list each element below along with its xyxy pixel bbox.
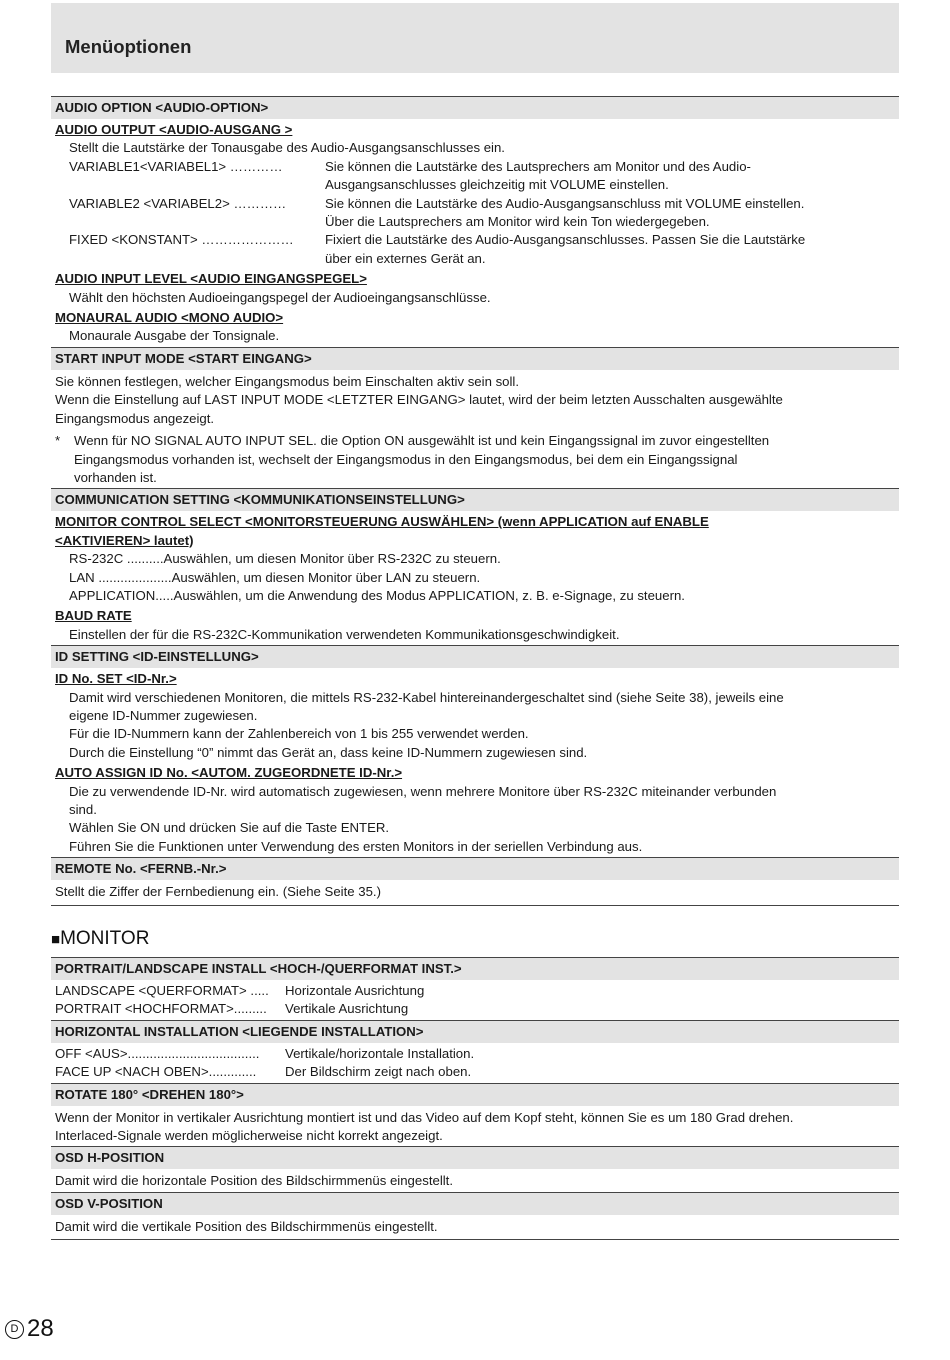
monitor-heading <box>51 930 149 949</box>
note-line: vorhanden ist. <box>74 469 157 485</box>
rotate-p2: Interlaced-Signale werden möglicherweise nicht korrekt angezeigt. <box>55 1128 443 1144</box>
option-row <box>51 982 899 1000</box>
note-asterisk: * <box>55 433 61 449</box>
section-bar-horizontal-installation: HORIZONTAL INSTALLATION <LIEGENDE INSTALLATION> <box>51 1020 899 1043</box>
start-input-p3: Eingangsmodus angezeigt. <box>55 410 215 426</box>
note-line: Wenn für NO SIGNAL AUTO INPUT SEL. die Option ON ausgewählt ist und kein Eingangssignal im zuvor eingestellten <box>74 433 770 449</box>
section-bar-remote: REMOTE No. <FERNB.-Nr.> <box>51 857 899 880</box>
auto-assign-line: sind. <box>69 802 97 817</box>
option-label: VARIABLE1<VARIABEL1> ………… <box>69 158 283 174</box>
baud-rate-desc: Einstellen der für die RS-232C-Kommunikation verwendeten Kommunikationsgeschwindigkeit. <box>69 626 620 642</box>
monitor-content <box>51 957 899 1240</box>
auto-assign-id-title: AUTO ASSIGN ID No. <AUTOM. ZUGEORDNETE ID-Nr.> <box>55 765 403 781</box>
option-row <box>51 158 899 195</box>
mcs-option: RS-232C ..........Auswählen, um diesen Monitor über RS-232C zu steuern. <box>69 551 501 567</box>
auto-assign-line: Führen Sie die Funktionen unter Verwendung des ersten Monitors in der seriellen Verbindung aus. <box>69 838 643 854</box>
osd-v-desc: Damit wird die vertikale Position des Bildschirmmenüs eingestellt. <box>55 1218 438 1234</box>
osd-h-desc: Damit wird die horizontale Position des Bildschirmmenüs eingestellt. <box>55 1173 454 1189</box>
id-no-set-line: Damit wird verschiedenen Monitoren, die mittels RS-232-Kabel hintereinandergeschaltet sind (siehe Seite 38), jeweils eine <box>69 689 784 705</box>
section-bar-rotate: ROTATE 180° <DREHEN 180°> <box>51 1083 899 1106</box>
option-label: LANDSCAPE <QUERFORMAT> ..... <box>55 983 269 998</box>
divider <box>51 905 899 906</box>
option-desc-line: Sie können die Lautstärke des Lautsprechers am Monitor und des Audio- <box>325 158 751 174</box>
note-line: Eingangsmodus vorhanden ist, wechselt der Eingangsmodus in den Eingangsmodus, bei dem ein Eingangssignal <box>74 451 738 467</box>
start-input-note <box>51 432 899 487</box>
baud-rate-title: BAUD RATE <box>55 608 132 624</box>
section-bar-portrait-landscape: PORTRAIT/LANDSCAPE INSTALL <HOCH-/QUERFORMAT INST.> <box>51 957 899 980</box>
option-desc <box>325 158 899 195</box>
page-title: Menüoptionen <box>65 36 192 57</box>
id-no-set-title: ID No. SET <ID-Nr.> <box>55 671 177 687</box>
language-mark-icon: D <box>5 1320 24 1339</box>
auto-assign-line: Die zu verwendende ID-Nr. wird automatisch zugewiesen, wenn mehrere Monitore über RS-232C miteinander verbunden <box>69 783 777 799</box>
option-desc: Vertikale Ausrichtung <box>285 1001 409 1017</box>
monitor-control-select-title-cont: <AKTIVIEREN> lautet) <box>55 532 194 548</box>
audio-input-level-title: AUDIO INPUT LEVEL <AUDIO EINGANGSPEGEL> <box>55 271 367 287</box>
section-bar-communication: COMMUNICATION SETTING <KOMMUNIKATIONSEINSTELLUNG> <box>51 488 899 511</box>
option-desc-line: Über die Lautsprechers am Monitor wird kein Ton wiedergegeben. <box>325 214 710 230</box>
rotate-p1: Wenn der Monitor in vertikaler Ausrichtung montiert ist und das Video auf dem Kopf steht, können Sie es um 180 Grad drehen. <box>55 1109 794 1125</box>
option-row <box>51 195 899 232</box>
audio-output-title: AUDIO OUTPUT <AUDIO-AUSGANG > <box>55 122 293 137</box>
auto-assign-line: Wählen Sie ON und drücken Sie auf die Taste ENTER. <box>69 820 390 836</box>
page-number <box>5 1315 54 1343</box>
page-header <box>51 3 899 73</box>
option-desc <box>325 231 899 268</box>
section-bar-audio-option: AUDIO OPTION <AUDIO-OPTION> <box>51 96 899 119</box>
monaural-audio-desc: Monaurale Ausgabe der Tonsignale. <box>69 328 280 344</box>
option-desc-line: Fixiert die Lautstärke des Audio-Ausgangsanschlusses. Passen Sie die Lautstärke <box>325 232 806 248</box>
divider <box>51 1239 899 1240</box>
id-no-set-line: Durch die Einstellung “0” nimmt das Gerät an, dass keine ID-Nummern zugewiesen sind. <box>69 744 588 760</box>
option-desc: Vertikale/horizontale Installation. <box>285 1045 475 1061</box>
option-desc: Horizontale Ausrichtung <box>285 983 425 998</box>
square-bullet-icon: ■ <box>51 931 61 948</box>
option-desc-line: Sie können die Lautstärke des Audio-Ausgangsanschluss mit VOLUME einstellen. <box>325 195 805 211</box>
audio-input-level-desc: Wählt den höchsten Audioeingangspegel der Audioeingangsanschlüsse. <box>69 289 491 305</box>
mcs-option: APPLICATION.....Auswählen, um die Anwendung des Modus APPLICATION, z. B. e-Signage, zu steuern. <box>69 587 685 603</box>
id-no-set-line: eigene ID-Nummer zugewiesen. <box>69 707 258 723</box>
option-desc-line: über ein externes Gerät an. <box>325 250 486 266</box>
monitor-heading-text: MONITOR <box>60 928 150 949</box>
option-row <box>51 1045 899 1063</box>
option-label: OFF <AUS>.................................... <box>55 1045 260 1061</box>
audio-output-desc: Stellt die Lautstärke der Tonausgabe des Audio-Ausgangsanschlusses ein. <box>69 140 505 156</box>
section-bar-id-setting: ID SETTING <ID-EINSTELLUNG> <box>51 645 899 668</box>
monaural-audio-title: MONAURAL AUDIO <MONO AUDIO> <box>55 310 284 326</box>
option-desc: Der Bildschirm zeigt nach oben. <box>285 1064 472 1080</box>
option-desc <box>325 195 899 232</box>
start-input-p1: Sie können festlegen, welcher Eingangsmodus beim Einschalten aktiv sein soll. <box>55 373 520 389</box>
section-bar-osd-h: OSD H-POSITION <box>51 1146 899 1169</box>
monitor-control-select-title: MONITOR CONTROL SELECT <MONITORSTEUERUNG AUSWÄHLEN> (wenn APPLICATION auf ENABLE <box>55 514 709 530</box>
option-label: FIXED <KONSTANT> ………………… <box>69 232 294 248</box>
note-text <box>74 432 769 487</box>
start-input-p2: Wenn die Einstellung auf LAST INPUT MODE <LETZTER EINGANG> lautet, wird der beim letzten Ausschalten ausgewählte <box>55 392 783 408</box>
option-row <box>51 1000 899 1018</box>
section-bar-osd-v: OSD V-POSITION <box>51 1192 899 1215</box>
section-bar-start-input: START INPUT MODE <START EINGANG> <box>51 347 899 370</box>
main-content <box>51 96 899 906</box>
remote-desc: Stellt die Ziffer der Fernbedienung ein. (Siehe Seite 35.) <box>55 884 381 900</box>
option-label: FACE UP <NACH OBEN>............. <box>55 1064 257 1080</box>
option-label: PORTRAIT <HOCHFORMAT>......... <box>55 1001 267 1017</box>
page-number-text: 28 <box>27 1315 54 1343</box>
option-label: VARIABLE2 <VARIABEL2> ………… <box>69 195 287 211</box>
option-desc-line: Ausgangsanschlusses gleichzeitig mit VOLUME einstellen. <box>325 177 669 193</box>
option-row <box>51 1063 899 1081</box>
mcs-option: LAN ....................Auswählen, um diesen Monitor über LAN zu steuern. <box>69 569 481 585</box>
id-no-set-line: Für die ID-Nummern kann der Zahlenbereich von 1 bis 255 verwendet werden. <box>69 726 529 742</box>
option-row <box>51 231 899 268</box>
